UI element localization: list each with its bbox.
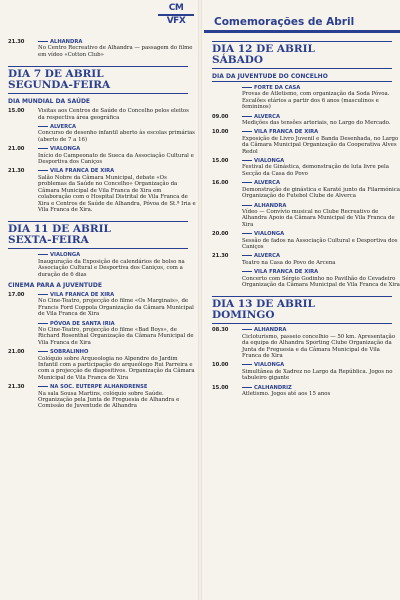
event-item	[0, 292, 196, 318]
day-heading	[212, 41, 392, 69]
event-text: Festival de Ginástica, demonstração de luta livre pela Secção da Casa do Povo	[242, 164, 389, 177]
event-place: CALHANDRIZ	[242, 385, 400, 391]
day-weekday: SEXTA-FEIRA	[8, 234, 89, 247]
event-text: Cicloturismo, passeio concelhio — 50 km. Apresentação da equipa do Alhandra Sporting Clube Organização da Junta de Freguesia e da Câmara Municipal de Vila Franca de Xira	[242, 333, 396, 359]
event-place: VIALONGA	[38, 146, 196, 152]
dash-marker	[242, 255, 252, 256]
event-item	[204, 327, 400, 359]
day-weekday: SÁBADO	[212, 54, 264, 66]
section-heading: DIA MUNDIAL DA SAÚDE	[8, 98, 91, 106]
event-place: SOBRALINHO	[38, 349, 196, 355]
event-text: No Cine-Teatro, projecção do filme «Os Marginais», de Francis Ford Coppola Organização da Câmara Municipal de Vila Franca de Xira	[38, 298, 194, 318]
event-time: 21.00	[8, 349, 25, 356]
event-text: Simultânea de Xadrez no Largo da República. Jogos no tabuleiro gigante	[242, 368, 393, 382]
dash-marker	[242, 160, 252, 161]
event-item	[204, 253, 400, 266]
event-time: 16.00	[212, 180, 229, 187]
event-text: Colóquio sobre Arqueologia no Alpendre do Jardim Infantil com a participação do arqueólogo Rui Parreira e com a projecção de diapositivos. Organização da Câmara Municipal de Vila Franca de Xira	[38, 355, 195, 381]
event-time: 08.30	[212, 327, 229, 334]
event-place: ALHANDRA	[242, 327, 400, 333]
event-time: 21.30	[8, 384, 25, 391]
event-place: VILA FRANCA DE XIRA	[38, 292, 196, 298]
event-item	[204, 180, 400, 199]
event-text: Medições das tensões arteriais, no Largo do Mercado.	[242, 120, 391, 127]
dash-marker	[242, 116, 252, 117]
event-text: Vídeo — Convívio musical no Clube Recreativo de Alhandra Apoio da Câmara Municipal de Vila Franca de Xira	[242, 208, 395, 228]
event-place: ALHANDRA	[242, 203, 400, 209]
event-place: PÓVOA DE SANTA IRIA	[38, 321, 196, 327]
dash-marker	[242, 182, 252, 183]
dash-marker	[38, 254, 48, 255]
event-text: Na sala Sousa Martins, colóquio sobre Saúde. Organização pela Junta de Freguesia de Alhandra e Comissão de Juventude de Alhandra	[38, 390, 180, 410]
event-time: 21.00	[8, 146, 25, 153]
event-list	[0, 108, 196, 213]
page-fold	[198, 0, 202, 600]
day-date: DIA 13 DE ABRIL	[212, 298, 315, 311]
event-item	[0, 321, 196, 347]
logo-line-2: VFX	[166, 16, 186, 26]
event-place: ALVERCA	[242, 180, 400, 186]
event-place: VIALONGA	[242, 362, 400, 368]
event-item	[204, 203, 400, 229]
event-item	[0, 39, 196, 58]
dash-marker	[242, 364, 252, 365]
event-text: Início do Campeonato de Sueca da Associação Cultural e Desportiva dos Caniços	[38, 152, 194, 166]
event-time: 10.00	[212, 362, 229, 369]
dash-marker	[38, 148, 48, 149]
event-item	[0, 349, 196, 381]
event-list	[0, 252, 196, 278]
event-text: Concerto com Sérgio Godinho no Pavilhão do Cevadeiro Organização da Câmara Municipal de Vila Franca de Xira	[242, 275, 400, 288]
logo-line-1: CM	[168, 3, 184, 13]
right-column	[204, 0, 400, 600]
event-time: 15.00	[212, 384, 229, 391]
day-date: DIA 12 DE ABRIL	[212, 43, 315, 55]
event-text: Demonstração de ginástica e Karaté junto da Filarmónica Organização do Futebol Clube de Alverca	[242, 186, 400, 200]
event-time: 15.00	[212, 158, 229, 165]
event-item	[204, 231, 400, 250]
left-column	[0, 0, 196, 600]
event-item	[0, 384, 196, 410]
event-list	[204, 327, 400, 397]
event-text: Provas de Atletismo, com organização da Soda Póvoa. Escalões etários a partir dos 6 anos (masculinos e femininos)	[242, 91, 390, 111]
day-heading	[8, 221, 188, 249]
event-item	[204, 269, 400, 288]
event-place: ALHANDRA	[38, 39, 196, 45]
day-heading	[212, 296, 392, 324]
dash-marker	[242, 271, 252, 272]
event-item	[0, 146, 196, 165]
event-place: VIALONGA	[242, 158, 400, 164]
event-item	[0, 108, 196, 121]
event-item	[0, 252, 196, 278]
event-text: Atletismo. Jogos até aos 15 anos	[242, 391, 331, 398]
event-place: VIALONGA	[38, 252, 196, 258]
event-time: 15.00	[8, 108, 25, 115]
event-item	[204, 362, 400, 381]
dash-marker	[242, 387, 252, 388]
event-text: No Centro Recreativo de Alhandra — passagem do filme em vídeo «Cotton Club»	[38, 45, 193, 58]
dash-marker	[38, 351, 48, 352]
event-place: VILA FRANCA DE XIRA	[38, 168, 196, 174]
event-text: Sessão de fados na Associação Cultural e Desportiva dos Caniços	[242, 237, 398, 250]
dash-marker	[38, 323, 48, 324]
day-heading	[8, 66, 188, 94]
dash-marker	[242, 233, 252, 234]
section-heading: CINEMA PARA A JUVENTUDE	[8, 281, 102, 289]
event-text: Visitas aos Centros de Saúde do Concelho pelos eleitos da respectiva área geográfica	[38, 108, 189, 121]
dash-marker	[38, 41, 48, 42]
event-text: Salão Nobre da Câmara Municipal, debate «Os problemas da Saúde no Concelho» Organização da Câmara Municipal de Vila Franca de Xira em colaboração com o Hospital Distrital de Vila Franca de Xira e Centros de Saúde de Alhandra, Póvoa de St.ª Iria e Vila Franca de Xira.	[38, 174, 196, 213]
event-time: 10.00	[212, 129, 229, 136]
event-time: 09.00	[212, 113, 229, 120]
title-rule	[204, 30, 400, 33]
event-time: 21.30	[8, 39, 25, 45]
event-text: Teatro na Casa do Povo de Arcena	[242, 259, 336, 266]
page-title: Comemorações de Abril	[214, 16, 355, 28]
event-list	[0, 292, 196, 410]
day-weekday: DOMINGO	[212, 309, 275, 322]
event-place: VILA FRANCA DE XIRA	[242, 269, 400, 275]
dash-marker	[242, 205, 252, 206]
event-text: Exposição de Livro Juvenil e Banda Desenhada, no Largo da Câmara Municipal Organização da Cooperativa Alves Redol	[242, 135, 399, 155]
event-place: NA SOC. EUTERPE ALHANDRENSE	[38, 384, 196, 390]
day-date: DIA 7 DE ABRIL	[8, 68, 104, 81]
event-text: No Cine-Teatro, projecção do filme «Bad Boys», de Richard Rosenthal Organização da Câmara Municipal de Vila Franca de Xira	[38, 326, 194, 346]
day-date: DIA 11 DE ABRIL	[8, 223, 111, 236]
event-time: 21.30	[212, 253, 229, 260]
cmvfx-logo	[156, 4, 196, 26]
dash-marker	[242, 329, 252, 330]
event-time: 21.30	[8, 168, 25, 175]
event-place: VIALONGA	[242, 231, 400, 237]
event-item	[204, 114, 400, 127]
event-text: Concurso de desenho infantil aberto às escolas primárias (aberto de 7 a 16)	[38, 130, 195, 143]
event-place: VILA FRANCA DE XIRA	[242, 129, 400, 135]
event-time: 17.00	[8, 291, 25, 298]
day-weekday: SEGUNDA-FEIRA	[8, 79, 111, 92]
dash-marker	[38, 170, 48, 171]
dash-marker	[242, 87, 252, 88]
event-item	[0, 168, 196, 213]
event-item	[204, 129, 400, 155]
section-heading: DIA DA JUVENTUDE DO CONCELHO	[212, 73, 392, 82]
event-item	[0, 124, 196, 143]
dash-marker	[38, 386, 48, 387]
event-item	[204, 158, 400, 177]
event-place: ALVERCA	[38, 124, 196, 130]
dash-marker	[38, 294, 48, 295]
event-place: ALVERCA	[242, 253, 400, 259]
event-item	[204, 85, 400, 111]
event-time: 20.00	[212, 231, 229, 238]
event-list	[204, 85, 400, 288]
dash-marker	[242, 131, 252, 132]
event-place: FORTE DA CASA	[242, 85, 400, 91]
dash-marker	[38, 126, 48, 127]
event-text: Inauguração da Exposição de calendários de bolso na Associação Cultural e Desportiva dos Caniços, com a duração de 6 dias	[38, 258, 185, 278]
event-place: ALVERCA	[242, 114, 400, 120]
event-item	[204, 385, 400, 398]
